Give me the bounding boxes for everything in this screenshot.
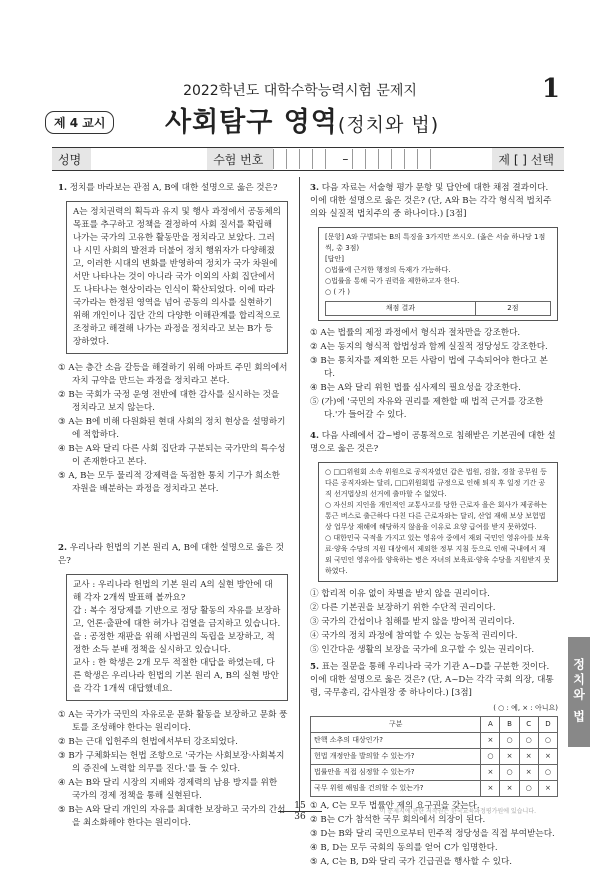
q1-choice[interactable]: ① A는 층간 소음 갈등을 해결하기 위해 아파트 주민 회의에서 자치 규약을 만드는 과정을 정치라고 본다.: [58, 363, 288, 386]
exam-no-label: 수험 번호: [207, 148, 273, 170]
exam-no-dash: –: [342, 152, 349, 166]
left-column: [58, 182, 288, 834]
q3-choices: [310, 327, 558, 422]
q2-choice[interactable]: ② B는 근대 입헌주의 헌법에서부터 강조되었다.: [58, 737, 238, 747]
q5-choice[interactable]: ② B는 C가 참석한 국무 회의에서 의장이 된다.: [310, 815, 486, 825]
question-5: 5. 표는 질문을 통해 우리나라 국가 기관 A~D를 구분한 것이다. 이에 대한 설명으로 옳은 것은? (단, A~D는 각각 국회 의장, 대통령, 국무총리, 감사원장 중 하나이다.) [3점] ( ○ : 예, × : 아니요) 구분 A B C D 탄핵 소추의 대상인가? × ○ ○ ○ 헌법 개정안을 발의할 수 있는가? ○ × × × 법률안을 직접 심정할 수 있는가? × ○ × ○ 국무 위원 해임을 건의할 수 있는가? × × ○ × ① A, C는 모두 법률안 제의 요구권을 갖는다. ② B는 C가 참석한 국무 회의에서 의장이 된다. ③ D는 B와 달리 국민으로부터 민주적 정당성을 직접 부여받는다. ④ B, D는 모두 국회의 동의를 얻어 C가 임명한다. ⑤ A, C는 B, D와 달리 국가 긴급권을 행사할 수 있다.: [310, 662, 558, 867]
q2-dialogue: [66, 574, 288, 701]
q4-stem: 다음 사례에서 갑~병이 공통적으로 침해받은 기본권에 대한 설명으로 옳은 것은?: [310, 431, 556, 454]
q2-choice[interactable]: ④ A는 B와 달리 시장의 지배와 경제력의 남용 방지를 위한 국가의 경제 정책을 통해 실현된다.: [58, 778, 278, 801]
q3-score-table: 채점 결과 2점: [325, 301, 551, 316]
question-2: 2. 우리나라 헌법의 기본 원리 A, B에 대한 설명으로 옳은 것은? 교사 : 우리나라 헌법의 기본 원리 A의 실현 방안에 대해 각자 2개씩 발표해 볼까요? 갑 : 복수 정당제를 기반으로 정당 활동의 자유를 보장하고, 언론·출판에 대한 허가나 검열을 금지하고 있습니다. 을 : 공정한 재판을 위해 사법권의 독립을 보장하고, 적정한 소득 분배 정책을 실시하고 있습니다. 교사 : 한 학생은 2개 모두 적절한 대답을 하였는데, 다른 학생은 우리나라 헌법의 기본 원리 A, B의 실현 방안을 각각 1개씩 대답했네요. ① A는 국가가 국민의 자유로운 문화 활동을 보장하고 문화 풍토를 조성해야 한다는 원리이다. ② B는 근대 입헌주의 헌법에서부터 강조되었다. ③ B가 구체화되는 헌법 조항으로 '국가는 사회보장·사회복지의 증진에 노력할 의무를 진다.'를 들 수 있다. ④ A는 B와 달리 시장의 지배와 경제력의 남용 방지를 위한 국가의 경제 정책을 통해 실현된다. ⑤ B는 A와 달리 개인의 자유를 최대한 보장하고 국가의 간섭을 최소화해야 한다는 원리이다.: [58, 543, 288, 828]
q1-choices: [58, 362, 288, 496]
q5-legend: ( ○ : 예, × : 아니요): [493, 704, 558, 712]
q4-cases: ○ □□위원회 소속 위원으로 공직자였던 갑은 법원, 검찰, 경찰 공무원 등 다른 공직자와는 달리, □□위원회법 규정으로 인해 퇴직 후 일정 기간 공직 선거법상의 선거에 출마할 수 없었다. ○ 자신의 지인을 개인적인 교통사고를 당한 근로자 을은 회사가 제공하는 통근 버스로 출근하다 다친 다른 근로자와는 달리, 산업 재해 보상 보험법상 업무상 재해에 해당하지 않음을 이유로 요양 급여를 받지 못하였다. ○ 대한민국 국적을 가지고 있는 영유아 중에서 재외 국민인 영유아를 보육료·양육 수당의 지원 대상에서 제외한 정부 지침 등으로 인해 국내에서 재외 국민인 영유아를 양육하는 병은 자녀의 보육료·양육 수당을 지원받지 못하였다.: [318, 462, 558, 582]
q2-choice[interactable]: ① A는 국가가 국민의 자유로운 문화 활동을 보장하고 문화 풍토를 조성해야 한다는 원리이다.: [58, 710, 288, 733]
q5-choice[interactable]: ③ D는 B와 달리 국민으로부터 민주적 정당성을 직접 부여받는다.: [310, 829, 555, 839]
q2-line: 을 : 공정한 재판을 위해 사법권의 독립을 보장하고, 적정한 소득 분배 정책을 실시하고 있습니다.: [73, 632, 275, 655]
q2-choice[interactable]: ③ B가 구체화되는 헌법 조항으로 '국가는 사회보장·사회복지의 증진에 노력할 의무를 진다.'를 들 수 있다.: [58, 751, 285, 774]
q2-choices: [58, 709, 288, 830]
q1-choice[interactable]: ④ B는 A와 달리 다른 사회 집단과 구분되는 국가만의 특수성이 존재한다고 본다.: [58, 444, 286, 467]
q4-choice[interactable]: ⑤ 인간다운 생활의 보장을 국가에 요구할 수 있는 권리이다.: [310, 645, 535, 655]
q2-line: 교사 : 한 학생은 2개 모두 적절한 대답을 하였는데, 다른 학생은 우리나라 헌법의 기본 원리 A, B의 실현 방안을 각각 1개씩 대답했네요.: [73, 658, 279, 694]
question-1: 1. 정치를 바라보는 관점 A, B에 대한 설명으로 옳은 것은? A는 정치권력의 획득과 유지 및 행사 과정에서 공동체의 목표를 추구하고 정책을 결정하여 사회 질서를 확립해 나가는 국가의 고유한 활동만을 정치라고 보았다. 그러나 시민 사회의 발전과 더불어 정치 행위자가 다양해졌고, 이러한 시대의 변화를 반영하여 정치가 국가 차원에서만 나타나는 것이 아니라 국가 이외의 사회 집단에서도 나타나는 현상이라는 인식이 확산되었다. 이에 따라 국가라는 한정된 영역을 넘어 공동의 의사를 실현하기 위해 개인이나 집단 간의 다양한 이해관계를 합리적으로 조정하고 해결해 나가는 과정을 정치라고 보는 B가 등장하였다. ① A는 층간 소음 갈등을 해결하기 위해 아파트 주민 회의에서 자치 규약을 만드는 과정을 정치라고 본다. ② B는 국회가 국정 운영 전반에 대한 감사를 실시하는 것을 정치라고 보지 않는다. ③ A는 B에 비해 다원화된 현대 사회의 정치 현상을 설명하기에 적합하다. ④ B는 A와 달리 다른 사회 집단과 구분되는 국가만의 특수성이 존재한다고 본다. ⑤ A, B는 모두 물리적 강제력을 독점한 통치 기구가 희소한 자원을 배분하는 과정을 정치라고 본다.: [58, 183, 288, 494]
q3-choice[interactable]: ② A는 동지의 형식적 합법성과 함께 실질적 정당성도 강조한다.: [310, 342, 548, 352]
q5-choice[interactable]: ④ B, D는 모두 국회의 동의를 얻어 C가 임명한다.: [310, 843, 498, 853]
session-badge: 제 4 교시: [45, 111, 114, 134]
q3-stem: 다음 자료는 서술형 평가 문항 및 답안에 대한 채점 결과이다. 이에 대한 설명으로 옳은 것은? (단, A와 B는 각각 형식적 법치주의와 실질적 법치주의 중 하나이다.) [3점]: [310, 183, 552, 219]
name-label: 성명: [52, 148, 91, 170]
table-row: 헌법 개정안을 발의할 수 있는가? ○ × × ×: [311, 749, 558, 765]
question-3: 3. 다음 자료는 서술형 평가 문항 및 답안에 대한 채점 결과이다. 이에 대한 설명으로 옳은 것은? (단, A와 B는 각각 형식적 법치주의와 실질적 법치주의 중 하나이다.) [3점] [문항] A와 구별되는 B의 특징을 3가지만 쓰시오. (옳은 서술 하나당 1점씩, 총 3점) [답안] ○법률에 근거한 행정의 독재가 가능하다. ○법률을 통해 국가 권력을 제한하고자 한다. ○ ( 가 ) 채점 결과 2점 ① A는 법률의 제정 과정에서 형식과 절차만을 강조한다. ② A는 동지의 형식적 합법성과 함께 실질적 정당성도 강조한다. ③ B는 통치자를 제외한 모든 사람이 법에 구속되어야 한다고 본다. ④ B는 A와 달리 위헌 법률 심사제의 필요성을 강조한다. ⑤ (가)에 '국민의 자유와 권리를 제한할 때 법적 근거를 강조한다.'가 들어갈 수 있다.: [310, 182, 558, 422]
q5-choice[interactable]: ① A, C는 모두 법률안 제의 요구권을 갖는다.: [310, 801, 480, 811]
question-4: 4. 다음 사례에서 갑~병이 공통적으로 침해받은 기본권에 대한 설명으로 옳은 것은? ○ □□위원회 소속 위원으로 공직자였던 갑은 법원, 검찰, 경찰 공무원 등 다른 공직자와는 달리, □□위원회법 규정으로 인해 퇴직 후 일정 기간 공직 선거법상의 선거에 출마할 수 없었다. ○ 자신의 지인을 개인적인 교통사고를 당한 근로자 을은 회사가 제공하는 통근 버스로 출근하다 다친 다른 근로자와는 달리, 산업 재해 보상 보험법상 업무상 재해에 해당하지 않음을 이유로 요양 급여를 받지 못하였다. ○ 대한민국 국적을 가지고 있는 영유아 중에서 재외 국민인 영유아를 보육료·양육 수당의 지원 대상에서 제외한 정부 지침 등으로 인해 국내에서 재외 국민인 영유아를 양육하는 병은 자녀의 보육료·양육 수당을 지원받지 못하였다. ① 합리적 이유 없이 차별을 받지 않을 권리이다. ② 다른 기본권을 보장하기 위한 수단적 권리이다. ③ 국가의 간섭이나 침해를 받지 않을 방어적 권리이다. ④ 국가의 정치 과정에 참여할 수 있는 능동적 권리이다. ⑤ 인간다운 생활의 보장을 국가에 요구할 수 있는 권리이다.: [310, 430, 558, 657]
q3-choice[interactable]: ④ B는 A와 달리 위헌 법률 심사제의 필요성을 강조한다.: [310, 383, 521, 393]
q4-choice[interactable]: ④ 국가의 정치 과정에 참여할 수 있는 능동적 권리이다.: [310, 631, 518, 641]
q3-choice[interactable]: ⑤ (가)에 '국민의 자유와 권리를 제한할 때 법적 근거를 강조한다.'가 들어갈 수 있다.: [310, 397, 544, 420]
q3-choice[interactable]: ③ B는 통치자를 제외한 모든 사람이 법에 구속되어야 한다고 본다.: [310, 356, 548, 379]
right-column: [310, 182, 558, 873]
subject-title: [165, 100, 439, 139]
name-field[interactable]: [91, 148, 207, 170]
q2-stem: 우리나라 헌법의 기본 원리 A, B에 대한 설명으로 옳은 것은?: [58, 543, 284, 566]
q2-choice[interactable]: ⑤ B는 A와 달리 개인의 자유를 최대한 보장하고 국가의 간섭을 최소화해야 한다는 원리이다.: [58, 805, 286, 828]
subject-sub: (정치와 법): [337, 114, 440, 136]
q4-choice[interactable]: ② 다른 기본권을 보장하기 위한 수단적 권리이다.: [310, 603, 496, 613]
q3-material: [문항] A와 구별되는 B의 특징을 3가지만 쓰시오. (옳은 서술 하나당 1점씩, 총 3점) [답안] ○법률에 근거한 행정의 독재가 가능하다. ○법률을 통해 국가 권력을 제한하고자 한다. ○ ( 가 ) 채점 결과 2점: [318, 227, 558, 321]
q2-line: 교사 : 우리나라 헌법의 기본 원리 A의 실현 방안에 대해 각자 2개씩 발표해 볼까요?: [73, 580, 273, 603]
table-row: 탄핵 소추의 대상인가? × ○ ○ ○: [311, 733, 558, 749]
q1-choice[interactable]: ② B는 국회가 국정 운영 전반에 대한 감사를 실시하는 것을 정치라고 보지 않는다.: [58, 390, 280, 413]
select-label: 제 [ ] 선택: [492, 148, 564, 170]
page-number: 1: [541, 74, 560, 104]
column-divider: [299, 177, 300, 812]
exam-no-field[interactable]: [273, 148, 431, 170]
copyright-note: 이 문제지에 관한 저작권은 한국교육과정평가원에 있습니다.: [379, 808, 536, 815]
q5-table: 구분 A B C D 탄핵 소추의 대상인가? × ○ ○ ○ 헌법 개정안을 발의할 수 있는가? ○ × × × 법률안을 직접 심정할 수 있는가? × ○ × ○ 국무 위원 해임을 건의할 수 있는가? × × ○ ×: [310, 716, 558, 797]
table-row: 국무 위원 해임을 건의할 수 있는가? × × ○ ×: [311, 781, 558, 797]
q1-passage: A는 정치권력의 획득과 유지 및 행사 과정에서 공동체의 목표를 추구하고 정책을 결정하여 사회 질서를 확립해 나가는 국가의 고유한 활동만을 정치라고 보았다. 그러나 시민 사회의 발전과 더불어 정치 행위자가 다양해졌고, 이러한 시대의 변화를 반영하여 정치가 국가 차원에서만 나타나는 것이 아니라 국가 이외의 사회 집단에서도 나타나는 현상이라는 인식이 확산되었다. 이에 따라 국가라는 한정된 영역을 넘어 공동의 의사를 실현하기 위해 개인이나 집단 간의 다양한 이해관계를 합리적으로 조정하고 해결해 나가는 과정을 정치라고 보는 B가 등장하였다.: [66, 201, 288, 354]
q3-choice[interactable]: ① A는 법률의 제정 과정에서 형식과 절차만을 강조한다.: [310, 328, 521, 338]
info-bar: [52, 147, 564, 171]
table-row: 법률안을 직접 심정할 수 있는가? × ○ × ○: [311, 765, 558, 781]
q1-choice[interactable]: ③ A는 B에 비해 다원화된 현대 사회의 정치 현상을 설명하기에 적합하다.: [58, 417, 286, 440]
q4-choice[interactable]: ③ 국가의 간섭이나 침해를 받지 않을 방어적 권리이다.: [310, 617, 515, 627]
q5-choice[interactable]: ⑤ A, C는 B, D와 달리 국가 긴급권을 행사할 수 있다.: [310, 857, 513, 867]
q4-choice[interactable]: ① 합리적 이유 없이 차별을 받지 않을 권리이다.: [310, 589, 490, 599]
subject-side-tab: 정치와 법: [568, 637, 590, 747]
q1-stem: 정치를 바라보는 관점 A, B에 대한 설명으로 옳은 것은?: [69, 183, 278, 193]
q5-stem: 표는 질문을 통해 우리나라 국가 기관 A~D를 구분한 것이다. 이에 대한 설명으로 옳은 것은? (단, A~D는 각각 국회 의장, 대통령, 국무총리, 감사원장 중 하나이다.) [3점]: [310, 662, 554, 698]
footer-page-number: 15 36: [278, 801, 322, 822]
q4-choices: [310, 588, 558, 657]
exam-title: 2022학년도 대학수학능력시험 문제지: [183, 83, 417, 99]
subject-main: 사회탐구 영역: [165, 107, 338, 138]
q2-line: 갑 : 복수 정당제를 기반으로 정당 활동의 자유를 보장하고, 언론·출판에 대한 허가나 검열을 금지하고 있습니다.: [73, 606, 281, 629]
q1-choice[interactable]: ⑤ A, B는 모두 물리적 강제력을 독점한 통치 기구가 희소한 자원을 배분하는 과정을 정치라고 본다.: [58, 471, 280, 494]
